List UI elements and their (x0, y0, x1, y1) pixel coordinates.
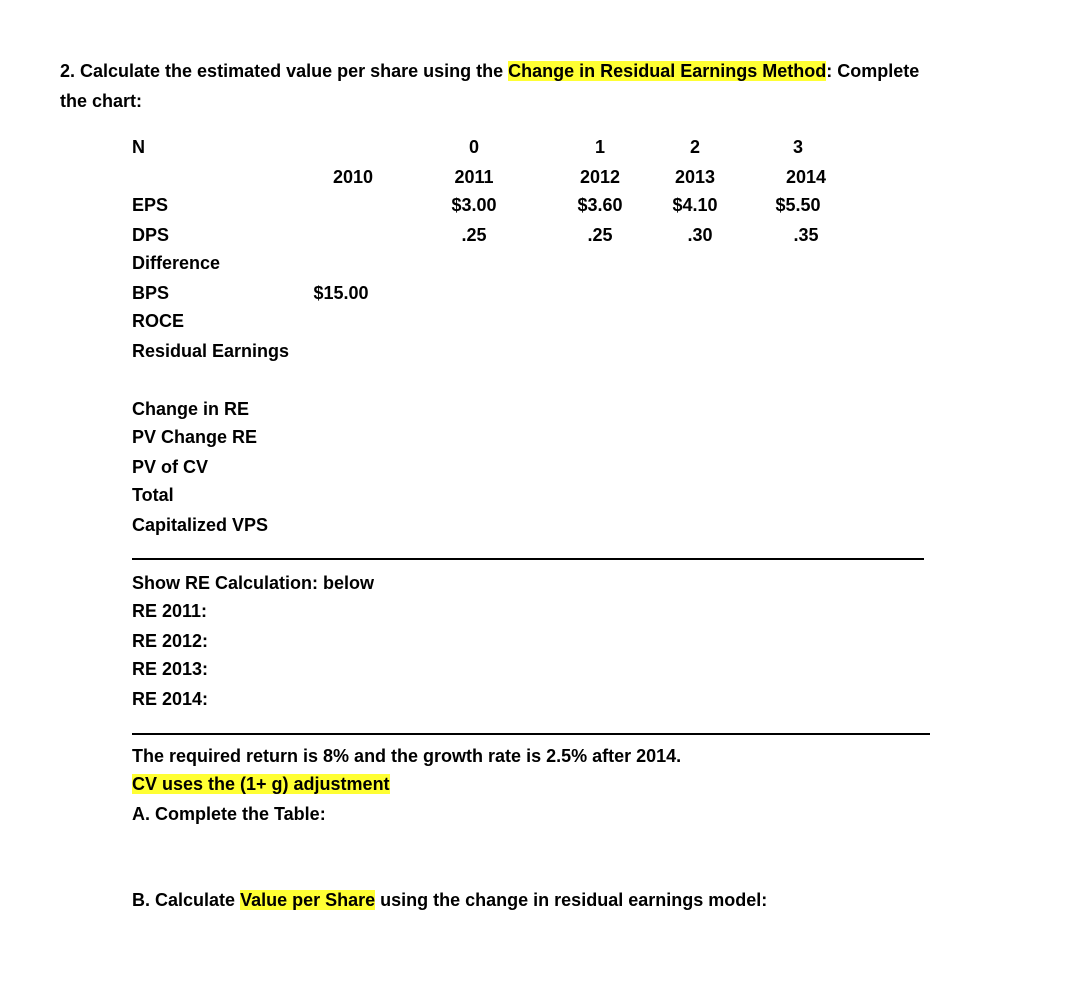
re-calc-2011: RE 2011: (132, 601, 208, 621)
row-label-roce: ROCE (132, 311, 185, 331)
n-label: N (132, 137, 145, 157)
row-label-residual-earnings: Residual Earnings (132, 341, 290, 361)
question-line-1 (60, 60, 919, 82)
n-value-1: 1 (594, 137, 605, 157)
eps-2012: $3.60 (577, 195, 623, 215)
question-line-2: the chart: (60, 91, 143, 111)
year-2014: 2014 (785, 167, 827, 187)
bps-2010: $15.00 (313, 283, 369, 303)
row-label-dps: DPS (132, 225, 170, 245)
eps-2013: $4.10 (672, 195, 718, 215)
row-label-change-in-re: Change in RE (132, 399, 250, 419)
divider-1 (132, 558, 924, 560)
part-b-prompt (132, 889, 767, 911)
re-calc-title: Show RE Calculation: below (132, 573, 375, 593)
dps-2012: .25 (587, 225, 613, 245)
required-return-note: The required return is 8% and the growth rate is 2.5% after 2014. (132, 746, 682, 766)
re-calc-2014: RE 2014: (132, 689, 209, 709)
row-label-bps: BPS (132, 283, 170, 303)
row-label-total: Total (132, 485, 174, 505)
row-label-difference: Difference (132, 253, 221, 273)
n-value-2: 2 (689, 137, 700, 157)
year-2012: 2012 (579, 167, 621, 187)
dps-2014: .35 (793, 225, 819, 245)
n-value-0: 0 (468, 137, 479, 157)
eps-2011: $3.00 (451, 195, 497, 215)
dps-2011: .25 (461, 225, 487, 245)
part-b-highlight: Value per Share (240, 890, 376, 910)
question-suffix: : Complete (826, 61, 920, 81)
row-label-pv-of-cv: PV of CV (132, 457, 209, 477)
year-2010: 2010 (332, 167, 374, 187)
row-label-eps: EPS (132, 195, 169, 215)
year-2011: 2011 (454, 167, 494, 187)
question-highlight: Change in Residual Earnings Method (508, 61, 827, 81)
divider-2 (132, 733, 930, 735)
cv-adjustment-highlight: CV uses the (1+ g) adjustment (132, 774, 390, 794)
question-prefix: 2. Calculate the estimated value per share using the (60, 61, 504, 81)
re-calc-2013: RE 2013: (132, 659, 209, 679)
re-calc-2012: RE 2012: (132, 631, 209, 651)
dps-2013: .30 (687, 225, 713, 245)
part-b-prefix: B. Calculate (132, 890, 236, 910)
n-value-3: 3 (792, 137, 803, 157)
row-label-capitalized-vps: Capitalized VPS (132, 515, 269, 535)
year-2013: 2013 (674, 167, 716, 187)
cv-adjustment-note (132, 773, 390, 795)
row-label-pv-change-re: PV Change RE (132, 427, 258, 447)
eps-2014: $5.50 (775, 195, 821, 215)
part-b-suffix: using the change in residual earnings model: (380, 890, 768, 910)
part-a-prompt: A. Complete the Table: (132, 804, 326, 824)
